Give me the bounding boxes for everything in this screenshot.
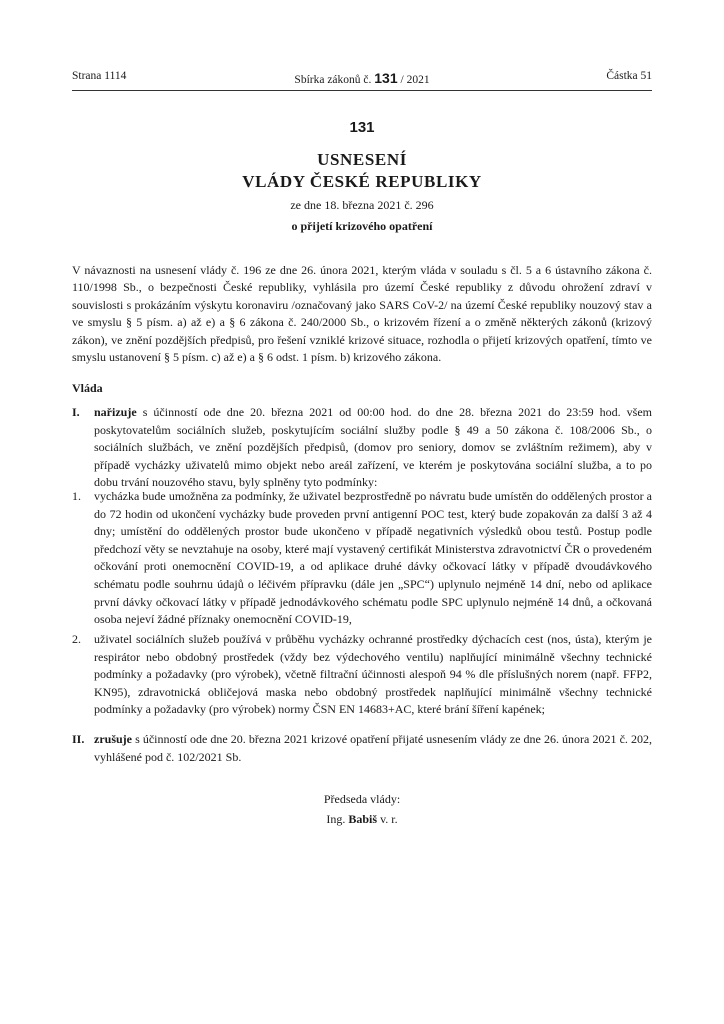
signature-name: Ing. Babiš v. r. — [326, 812, 398, 826]
condition-1-label: 1. — [72, 489, 81, 503]
document-number: 131 — [349, 119, 375, 136]
collection-number: 131 — [374, 70, 398, 86]
section-i-text: nařizuje s účinností ode dne 20. března 2021 od 00:00 hod. do dne 28. března 2021 do 23:59 hod. všem poskytovatelům sociálních služeb, poskytujícím sociální služby podle § 49 a 50 zákona č. 108/2006 Sb., o sociálních službách, ve znění pozdějších předpisů, (domov pro seniory, domov se zvláštním režimem), aby v případě vycházky uživatelů mimo objekt nebo areál zařízení, ve kterém je poskytována sociální služba, a to po dobu trvání nouzového stavu, byly splněny tyto podmínky: — [94, 405, 652, 490]
section-ii-verb: zrušuje — [94, 732, 132, 746]
condition-1 — [72, 488, 652, 629]
document-dateline: ze dne 18. března 2021 č. 296 — [290, 198, 434, 212]
condition-2-label: 2. — [72, 632, 81, 646]
condition-2-text: uživatel sociálních služeb používá v průběhu vycházky ochranné prostředky dýchacích cest (nos, ústa), kterým je respirátor nebo obdobný prostředek (vždy bez výdechového ventilu) naplňující minimálně všechny technické podmínky a požadavky (pro výrobek), včetně filtrační účinnosti alespoň 94 % dle příslušných norem (např. FFP2, KN95), zdravotnická obličejová maska nebo obdobný prostředek naplňující minimálně všechny technické podmínky a požadavky (pro výrobek) normy ČSN EN 14683+AC, které brání šíření kapének; — [94, 632, 652, 717]
intro-paragraph: V návaznosti na usnesení vlády č. 196 ze dne 26. února 2021, kterým vláda v souladu s čl. 5 a 6 ústavního zákona č. 110/1998 Sb., o bezpečnosti České republiky, vyhlásila pro území České republiky z důvodu ohrožení zdraví v souvislosti s prokázáním výskytu koronaviru /označovaný jako SARS CoV-2/ na území České republiky nouzový stav a ve smyslu § 5 písm. a) až e) a § 6 zákona č. 240/2000 Sb., o krizovém řízení a o změně některých zákonů (krizový zákon), ve znění pozdějších předpisů, pro řešení vzniklé krizové situace, rozhodla o přijetí krizových opatření, tímto ve smyslu ustanovení § 5 písm. c) až e) a § 6 odst. 1 písm. b) krizového zákona. — [72, 263, 652, 365]
condition-2 — [72, 631, 652, 719]
collection-reference: Sbírka zákonů č. 131 / 2021 — [294, 70, 430, 86]
section-i — [72, 404, 652, 492]
section-i-verb: nařizuje — [94, 405, 137, 419]
document-subject: o přijetí krizového opatření — [291, 219, 433, 233]
document-title: USNESENÍ — [317, 150, 407, 169]
part-number: Částka 51 — [606, 70, 652, 82]
section-ii-label: II. — [72, 732, 85, 746]
condition-1-text: vycházka bude umožněna za podmínky, že uživatel bezprostředně po návratu bude umístěn do oddělených prostor a do 72 hodin od ukončení vycházky bude proveden první antigenní POC test, který bude zopakován za další 3 až 4 dny; umístění do oddělených prostor bude ukončeno v případě negativních výsledků obou testů. Postup podle předchozí věty se nevztahuje na osoby, které mají vystavený certifikát Ministerstva zdravotnictví ČR o provedeném očkování proti onemocnění COVID-19, a od aplikace druhé dávky očkovací látky v případě dvoudávkového schématu podle souhrnu údajů o léčivém přípravku (dále jen „SPC“) uplynulo nejméně 14 dní, nebo od aplikace první dávky očkovací látky v případě jednodávkového schématu podle SPC uplynulo nejméně 14 dnů, a očkovaná osoba nejeví žádné příznaky onemocnění COVID-19, — [94, 489, 652, 627]
header-divider — [72, 90, 652, 91]
page-header — [72, 70, 652, 86]
section-ii — [72, 731, 652, 766]
section-i-label: I. — [72, 405, 80, 419]
signature-role: Předseda vlády: — [323, 792, 401, 806]
page-number: Strana 1114 — [72, 70, 127, 82]
government-heading: Vláda — [72, 381, 103, 395]
document-title-issuer: VLÁDY ČESKÉ REPUBLIKY — [242, 172, 482, 191]
section-ii-text: zrušuje s účinností ode dne 20. března 2021 krizové opatření přijaté usnesením vlády ze dne 26. února 2021 č. 202, vyhlášené pod č. 102/2021 Sb. — [94, 732, 652, 764]
